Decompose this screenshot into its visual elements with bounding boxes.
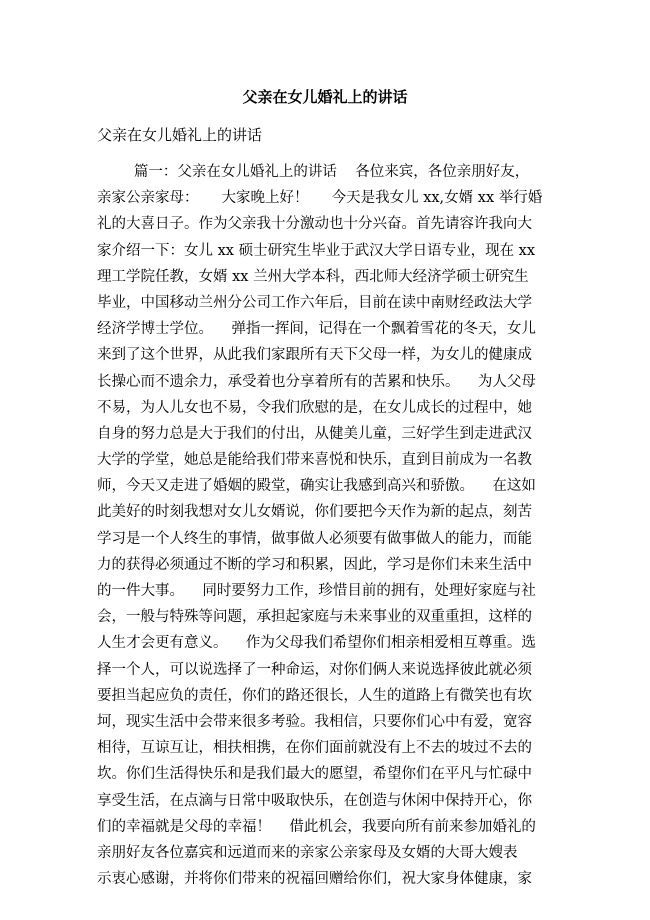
body-line: 大学的学堂，她总是能给我们带来喜悦和快乐，直到目前成为一名教: [97, 452, 532, 469]
body-line: 家介绍一下：女儿 xx 硕士研究生毕业于武汉大学日语专业，现在 xx: [97, 242, 536, 259]
document-body: [97, 159, 557, 892]
body-line: 亲家公亲家母： 大家晚上好！ 今天是我女儿 xx,女婿 xx 举行婚: [97, 190, 543, 207]
body-line: 此美好的时刻我想对女儿女婿说，你们要把今天作为新的起点，刻苦: [97, 504, 532, 521]
body-line: 相待，互谅互让，相扶相携，在你们面前就没有上不去的坡过不去的: [97, 740, 532, 757]
body-line: 力的获得必须通过不断的学习和积累，因此，学习是你们未来生活中: [97, 556, 532, 573]
body-line: 人生才会更有意义。 作为父母我们希望你们相亲相爱相互尊重。选: [97, 635, 536, 652]
body-line: 礼的大喜日子。作为父亲我十分激动也十分兴奋。首先请容许我向大: [97, 216, 532, 233]
body-line: 坎。你们生活得快乐和是我们最大的愿望，希望你们在平凡与忙碌中: [97, 766, 532, 783]
body-line: 长操心而不遗余力，承受着也分享着所有的苦累和快乐。 为人父母: [97, 373, 536, 390]
body-line: 学习是一个人终生的事情，做事做人必须要有做事做人的能力，而能: [97, 530, 532, 547]
body-line: 亲朋好友各位嘉宾和远道而来的亲家公亲家母及女婿的大哥大嫂表: [97, 844, 518, 861]
body-line: 会，一般与特殊等问题，承担起家庭与未来事业的双重重担，这样的: [97, 609, 532, 626]
body-line: 享受生活，在点滴与日常中吸取快乐，在创造与休闲中保持开心，你: [97, 792, 532, 809]
body-line: 来到了这个世界，从此我们家跟所有天下父母一样，为女儿的健康成: [97, 347, 532, 364]
body-line: 的一件大事。 同时要努力工作，珍惜目前的拥有，处理好家庭与社: [97, 583, 536, 599]
body-line: 自身的努力总是大于我们的付出，从健美儿童，三好学生到走进武汉: [97, 425, 532, 442]
body-line: 们的幸福就是父母的幸福！ 借此机会，我要向所有前来参加婚礼的: [97, 818, 536, 835]
body-line: 经济学博士学位。 弹指一挥间，记得在一个飘着雪花的冬天，女儿: [97, 321, 536, 338]
document-title: 父亲在女儿婚礼上的讲话: [242, 88, 408, 106]
body-line: 毕业，中国移动兰州分公司工作六年后，目前在读中南财经政法大学: [97, 294, 532, 311]
document-subtitle: 父亲在女儿婚礼上的讲话: [97, 126, 263, 144]
body-line: 篇一：父亲在女儿婚礼上的讲话 各位来宾，各位亲朋好友，: [97, 164, 530, 180]
body-line: 不易，为人儿女也不易，令我们欣慰的是，在女儿成长的过程中，她: [97, 399, 532, 416]
body-line: 理工学院任教，女婿 xx 兰州大学本科，西北师大经济学硕士研究生: [97, 268, 529, 285]
body-line: 择一个人，可以说选择了一种命运，对你们俩人来说选择彼此就必须: [97, 661, 532, 678]
body-line: 坷，现实生活中会带来很多考验。我相信，只要你们心中有爱，宽容: [97, 713, 532, 730]
body-line: 示衷心感谢，并将你们带来的祝福回赠给你们，祝大家身体健康，家: [97, 871, 532, 888]
body-line: 师，今天又走进了婚姻的殿堂，确实让我感到高兴和骄傲。 在这如: [97, 478, 536, 495]
body-line: 要担当起应负的责任，你们的路还很长，人生的道路上有微笑也有坎: [97, 687, 532, 704]
